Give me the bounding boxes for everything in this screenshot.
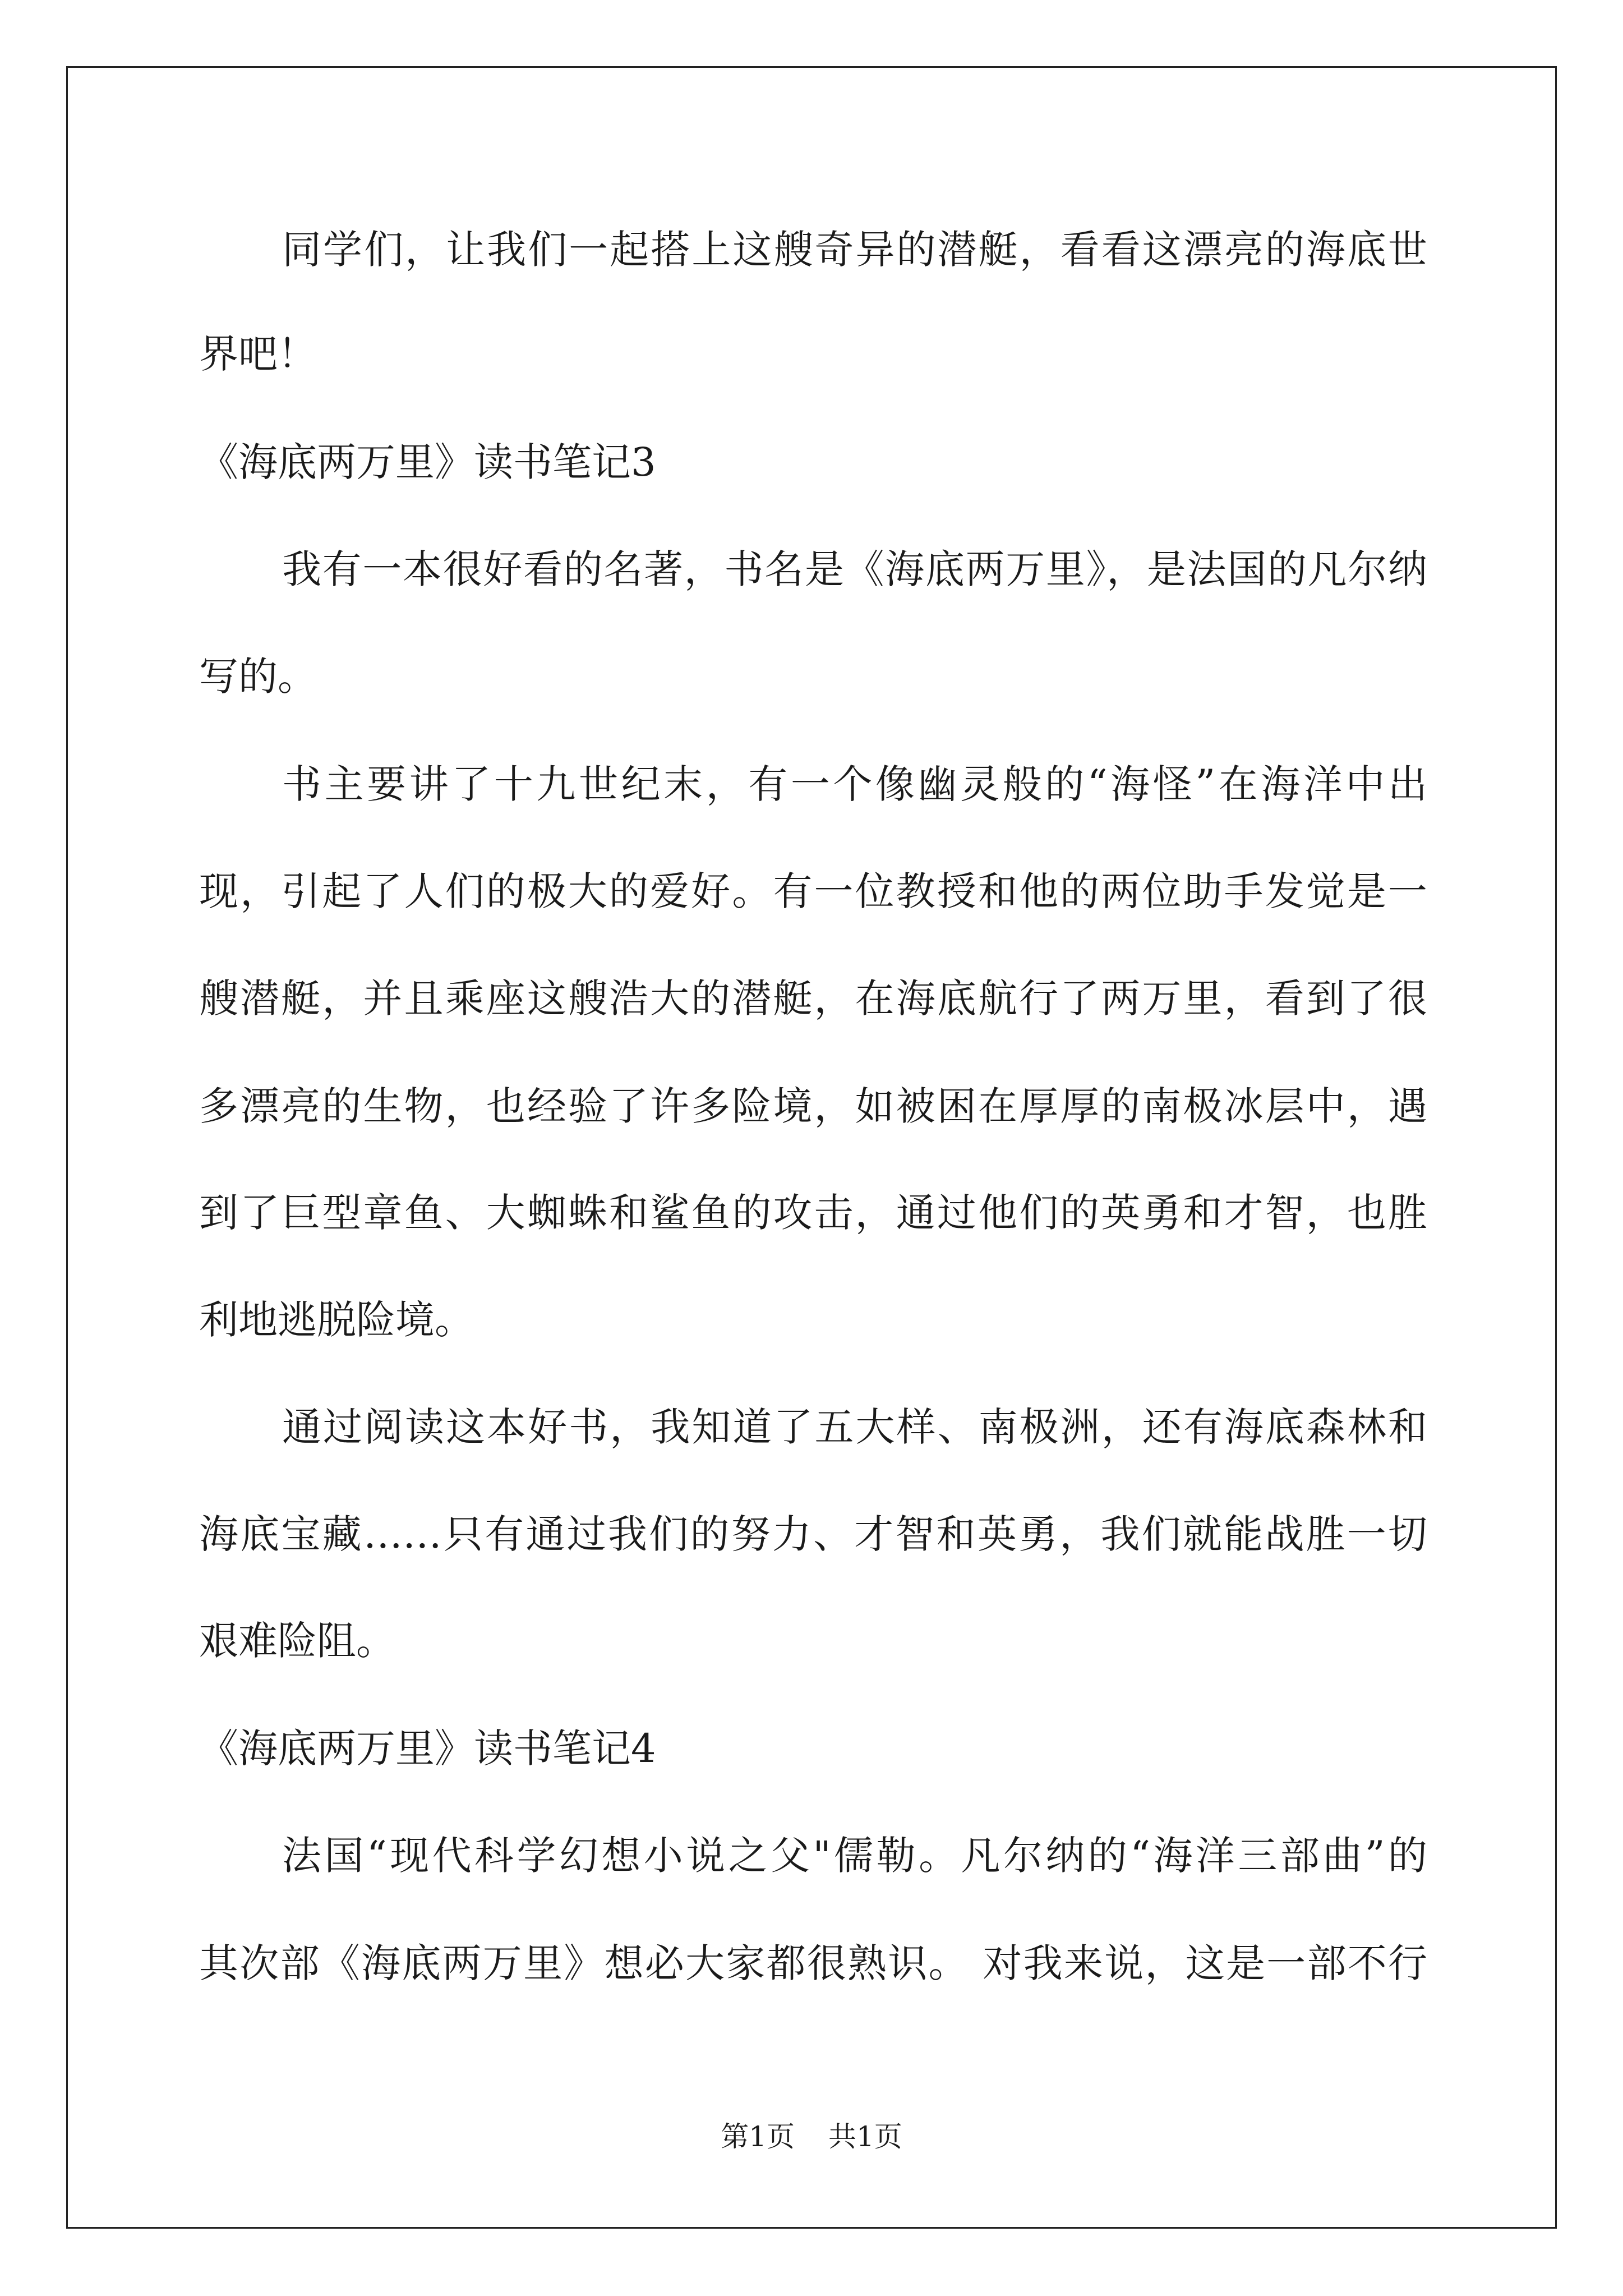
page-footer: [0, 2117, 1623, 2156]
paragraph-line: 到了巨型章鱼、大蜘蛛和鲨鱼的攻击，通过他们的英勇和才智，也胜: [199, 1190, 1427, 1236]
page-number: 第1页: [721, 2120, 795, 2153]
paragraph-line: 现，引起了人们的极大的爱好。有一位教授和他的两位助手发觉是一: [199, 868, 1427, 914]
paragraph-line: 通过阅读这本好书，我知道了五大样、南极洲，还有海底森林和: [282, 1404, 1427, 1450]
paragraph-line: 界吧！: [199, 331, 317, 377]
paragraph-line: 书主要讲了十九世纪末，有一个像幽灵般的“海怪”在海洋中出: [282, 761, 1427, 807]
paragraph-line: 写的。: [199, 654, 317, 700]
page-border: [66, 66, 1557, 2229]
paragraph-line: 法国“现代科学幻想小说之父"儒勒。凡尔纳的“海洋三部曲”的: [282, 1833, 1427, 1879]
section-heading: 《海底两万里》读书笔记3: [199, 439, 656, 485]
paragraph-line: 其次部《海底两万里》想必大家都很熟识。 对我来说，这是一部不行: [199, 1940, 1427, 1986]
paragraph-line: 同学们，让我们一起搭上这艘奇异的潜艇，看看这漂亮的海底世: [282, 227, 1427, 273]
page-total: 共1页: [828, 2120, 902, 2153]
paragraph-line: 利地逃脱险境。: [199, 1297, 474, 1343]
paragraph-line: 我有一本很好看的名著，书名是《海底两万里》，是法国的凡尔纳: [282, 546, 1427, 592]
paragraph-line: 多漂亮的生物，也经验了许多险境，如被困在厚厚的南极冰层中，遇: [199, 1083, 1427, 1129]
paragraph-line: 艰难险阻。: [199, 1618, 395, 1664]
paragraph-line: 艘潜艇，并且乘座这艘浩大的潜艇，在海底航行了两万里，看到了很: [199, 976, 1427, 1022]
paragraph-line: 海底宝藏……只有通过我们的努力、才智和英勇，我们就能战胜一切: [199, 1511, 1427, 1557]
section-heading: 《海底两万里》读书笔记4: [199, 1726, 656, 1772]
